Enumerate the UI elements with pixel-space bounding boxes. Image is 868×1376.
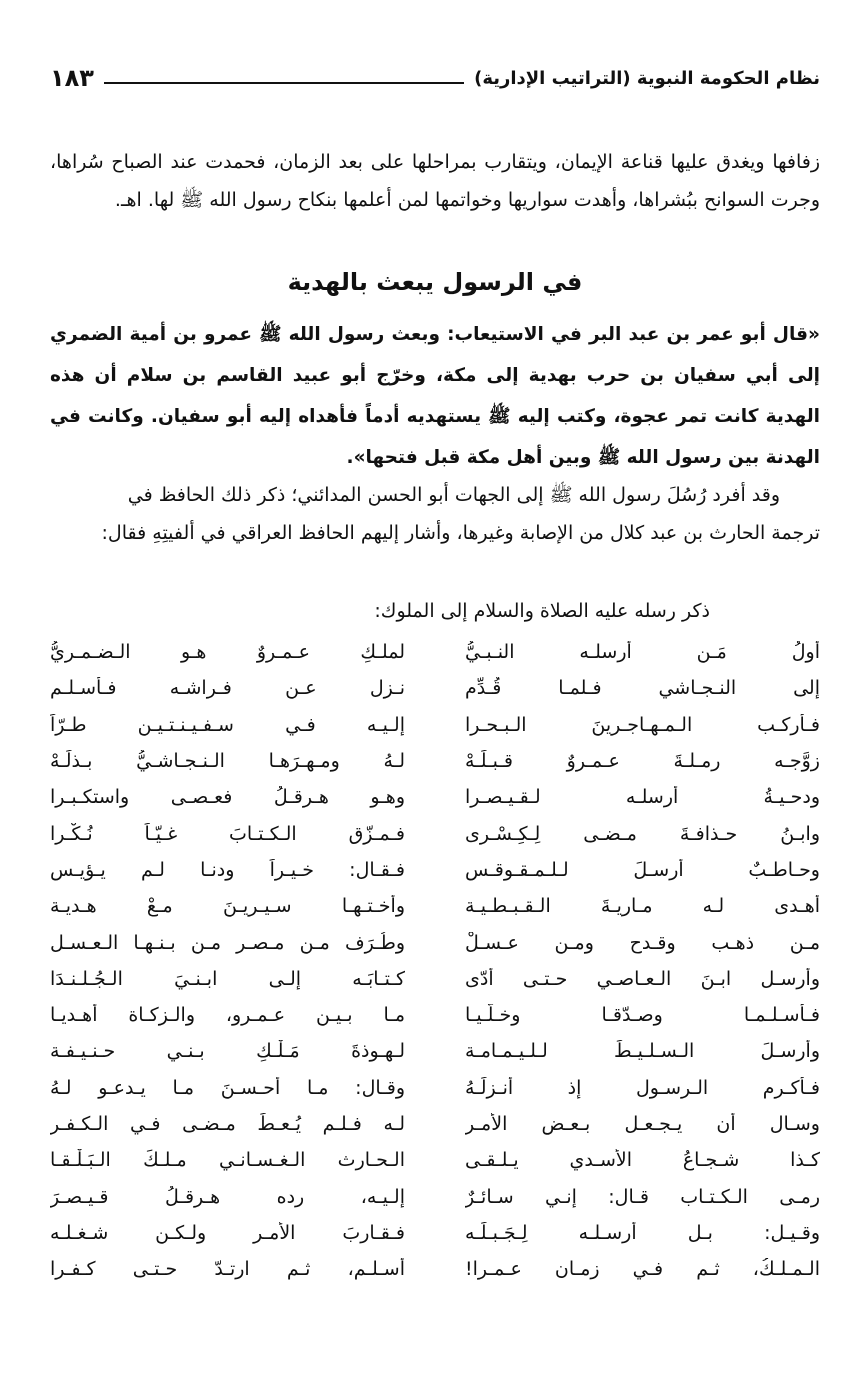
page-header bbox=[50, 58, 820, 98]
verse-second-hemistich: لـهـوذةَ مَـلْـكِ بـنـي حـنـيـفـة bbox=[50, 1040, 405, 1063]
verse-first-hemistich: ودحـيـةُ أرسلـه لـقـيـصـرا bbox=[465, 786, 820, 809]
verse-first-hemistich: وأرسـل ابـنَ الـعـاصـي حـتـى أدّى bbox=[465, 967, 820, 990]
poem-verse bbox=[50, 707, 820, 743]
verse-first-hemistich: وحـاطـبٌ أرسـلَ لـلـمـقـوقـسِ bbox=[465, 858, 820, 881]
poem-verse bbox=[50, 1070, 820, 1106]
verse-first-hemistich: وقـيـل: بـل أرسـلـه لِـجَـبـلَـه bbox=[465, 1221, 820, 1244]
verse-first-hemistich: فـأكـرم الـرسـول إذ أنـزلَـهُ bbox=[465, 1076, 820, 1099]
poem-verse bbox=[50, 1215, 820, 1251]
verse-first-hemistich: الـمـلـكُ، ثـم فـي زمـان عـمـرا! bbox=[465, 1258, 820, 1281]
verse-first-hemistich: مـن ذهـب وقـدح ومـن عـسـلْ bbox=[465, 931, 820, 954]
poem-verse bbox=[50, 815, 820, 851]
verse-second-hemistich: مـا بـيـن عـمـرو، والـزكـاة أهـديـا bbox=[50, 1004, 405, 1027]
verse-first-hemistich: أولُ مَـن أرسلـه النـبـيُّ bbox=[465, 641, 820, 664]
poem-verse bbox=[50, 743, 820, 779]
verse-first-hemistich: رمـى الـكـتـاب قـال: إنـي سـائـرٌ bbox=[465, 1185, 820, 1208]
verse-second-hemistich: وطُـرَف مـن مـصـر مـن بـنـهـا الـعـسـل bbox=[50, 931, 405, 954]
poem-verse bbox=[50, 997, 820, 1033]
poem bbox=[50, 634, 820, 1287]
page-number: ١٨٣ bbox=[50, 64, 94, 92]
intro-paragraph: زفافها ويغدق عليها قناعة الإيمان، ويتقارب بمراحلها على بعد الزمان، فحمدت عند الصباح سُراها، وجرت السوانح ببُشراها، وأهدت سواريها وخواتمها لمن أعلمها بنكاح رسول الله ﷺ لها. اهـ. bbox=[50, 151, 820, 211]
poem-verse bbox=[50, 1033, 820, 1069]
verse-first-hemistich: إلى النـجـاشي فـلمـا قُـدِّم bbox=[465, 677, 820, 700]
poem-verse bbox=[50, 634, 820, 670]
quote-paragraph: «قال أبو عمر بن عبد البر في الاستيعاب: وبعث رسول الله ﷺ عمرو بن أمية الضمري إلى أبي سفيان بن حرب بهدية إلى مكة، وخرّج أبو عبيد القاسم بن سلام أن هذه الهدية كانت تمر عجوة، وكتب إليه ﷺ يستهديه أدماً فأهداه إليه أبو سفيان. وكانت في الهدنة بين رسول الله ﷺ وبين أهل مكة قبل فتحها». bbox=[50, 324, 820, 468]
verse-second-hemistich: وهـو هـرقـلُ فعـصـى واستكـبـرا bbox=[50, 786, 405, 809]
verse-first-hemistich: كـذا شـجـاعُ الأسـدي يـلـقـى bbox=[465, 1149, 820, 1172]
paragraph-first-line: وقد أفرد رُسُلَ رسول الله ﷺ إلى الجهات أبو الحسن المدائني؛ ذكر ذلك الحافظ في bbox=[127, 484, 780, 506]
verse-second-hemistich: لملـكِ عـمـروٌ هـو الـضـمـريُّ bbox=[50, 641, 405, 664]
poem-verse bbox=[50, 1178, 820, 1214]
verse-second-hemistich: وأُخـتـهـا سـيـريـنَ مـعْ هـديـة bbox=[50, 895, 405, 918]
verse-first-hemistich: فـأركـب الـمـهـاجـرينَ الـبـحـرا bbox=[465, 713, 820, 736]
header-rule bbox=[104, 82, 464, 84]
verse-second-hemistich: كـتـابَـه إلـى ابـنـيَ الـجُـلـنـدَا bbox=[50, 967, 405, 990]
verse-first-hemistich: وسـال أن يـجـعـل بـعـض الأمـر bbox=[465, 1113, 820, 1135]
verse-second-hemistich: الـحـارث الـغـسـانـي مـلـكَ الـبَـلْـقـا bbox=[50, 1149, 405, 1172]
poem-verse bbox=[50, 888, 820, 924]
verse-second-hemistich: إلـيـه فـي سـفـيـنـتـيـن طـرّاً bbox=[50, 713, 405, 736]
messengers-paragraph bbox=[50, 476, 820, 552]
verse-second-hemistich: فـمـزّق الـكـتـابَ غـيّـاً نُـكْـرا bbox=[50, 822, 405, 845]
verse-second-hemistich: فـقـال: خـيـراً ودنـا لـم يـؤيـس bbox=[50, 858, 405, 881]
verse-second-hemistich: نـزل عـن فـراشـه فـأسـلـم bbox=[50, 677, 405, 700]
poem-verse bbox=[50, 924, 820, 960]
verse-first-hemistich: وأرسـلَ الـسـلـيـطَ لـلـيـمـامـة bbox=[465, 1040, 820, 1063]
poem-verse bbox=[50, 1142, 820, 1178]
verse-first-hemistich: أهـدى لـه مـاريـةَ الـقـبـطـيـة bbox=[465, 895, 820, 918]
poem-verse bbox=[50, 1106, 820, 1142]
poem-verse bbox=[50, 961, 820, 997]
verse-second-hemistich: إلـيـه، رده هـرقـلُ قـيـصـرَ bbox=[50, 1185, 405, 1208]
paragraph-rest: ترجمة الحارث بن عبد كلال من الإصابة وغيرها، وأشار إليهم الحافظ العراقي في ألفيتِهِ فقال: bbox=[101, 522, 820, 544]
verse-second-hemistich: لـه فـلـم يُـعـطَ مـضـى فـي الـكـفـر bbox=[50, 1113, 405, 1135]
verse-second-hemistich: لـهُ ومـهـرَهـا الـنـجـاشـيُّ بـذلَـهْ bbox=[50, 750, 405, 773]
poem-verse bbox=[50, 670, 820, 706]
poem-verse bbox=[50, 852, 820, 888]
verse-second-hemistich: فـقـاربَ الأمـر ولـكـن شـغـلـه bbox=[50, 1221, 405, 1244]
verse-first-hemistich: زوَّجـه رمـلـةَ عـمـروٌ قـبـلَـهْ bbox=[465, 750, 820, 773]
poem-verse bbox=[50, 779, 820, 815]
verse-intro: ذكر رسله عليه الصلاة والسلام إلى الملوك: bbox=[374, 600, 710, 622]
section-heading: في الرسول يبعث بالهدية bbox=[287, 268, 583, 296]
running-title: نظام الحكومة النبوية (التراتيب الإدارية) bbox=[474, 67, 820, 89]
verse-first-hemistich: فـأسـلـمـا وصـدّقـا وخـلَّـيـا bbox=[465, 1004, 820, 1027]
poem-verse bbox=[50, 1251, 820, 1287]
verse-second-hemistich: وقـال: مـا أحـسـنَ مـا يـدعـو لـهُ bbox=[50, 1076, 405, 1099]
verse-second-hemistich: أسـلـم، ثـم ارتـدّ حـتـى كـفـرا bbox=[50, 1258, 405, 1281]
verse-first-hemistich: وابـنُ حـذافـةَ مـضـى لِـكِـسْـرى bbox=[465, 822, 820, 845]
